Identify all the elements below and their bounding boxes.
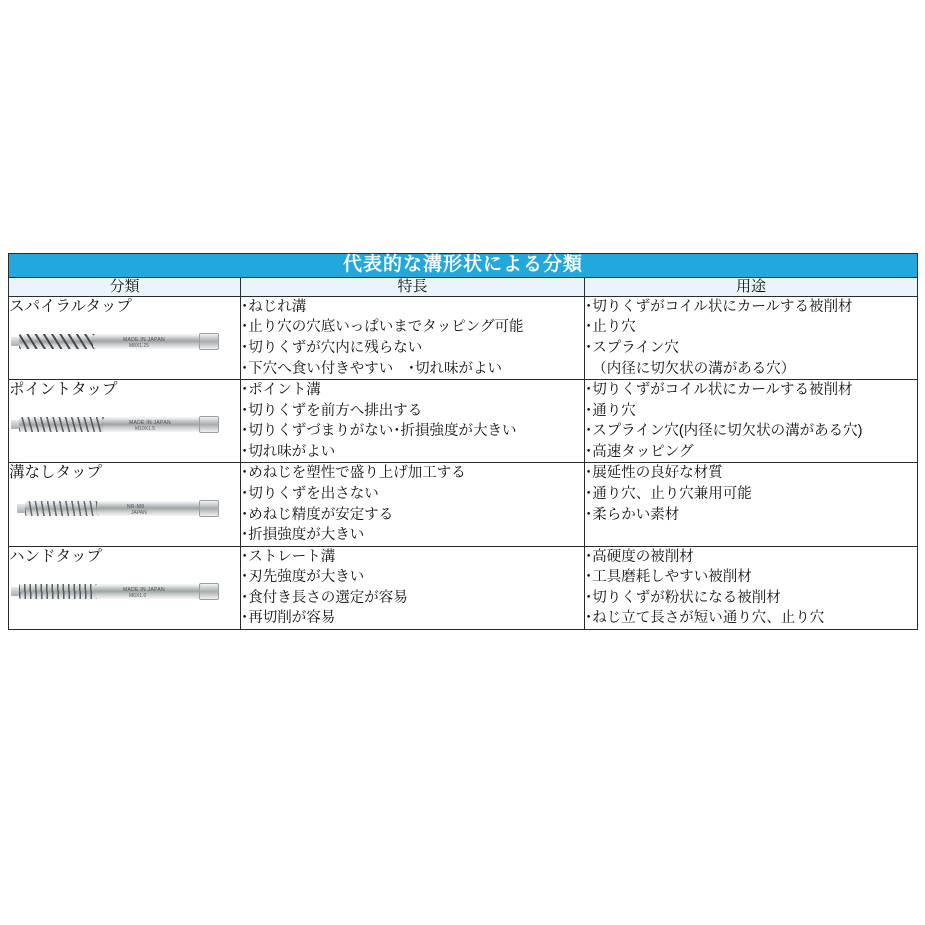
tool-mark-primary: NR-M8	[127, 503, 145, 510]
category-cell-point	[9, 380, 241, 463]
feature-item: ･ねじれ溝	[241, 298, 307, 315]
feature-item: ･切りくずを前方へ排出する	[241, 402, 423, 419]
category-label: スパイラルタップ	[9, 297, 132, 315]
category-label: 溝なしタップ	[9, 464, 103, 482]
feature-item: ･めねじ精度が安定する	[241, 506, 394, 523]
point-tap-photo	[9, 403, 231, 447]
table-row	[9, 380, 918, 463]
use-item: ･スプライン穴(内径に切欠状の溝がある穴)	[585, 423, 863, 440]
use-item: ･高速タッピング	[585, 443, 694, 460]
use-item: （内径に切欠状の溝がある穴）	[585, 360, 796, 377]
use-item: ･止り穴	[585, 319, 636, 336]
use-item: ･ねじ立て長さが短い通り穴、止り穴	[585, 610, 825, 627]
uses-cell-fluteless	[585, 463, 918, 546]
fluteless-tap-photo	[9, 487, 231, 531]
category-cell-fluteless	[9, 463, 241, 546]
uses-cell-point	[585, 380, 918, 463]
tool-mark-primary: MADE IN JAPAN	[123, 337, 165, 344]
column-header-uses: 用途	[585, 277, 918, 296]
table-header-row	[9, 277, 918, 296]
tool-mark-secondary: M6X1.0	[129, 593, 147, 600]
uses-cell-spiral	[585, 296, 918, 379]
use-item: ･切りくずがコイル状にカールする被削材	[585, 382, 853, 399]
classification-table	[8, 253, 918, 630]
feature-item: ･刃先強度が大きい	[241, 569, 365, 586]
use-item: ･柔らかい素材	[585, 506, 680, 523]
features-cell-hand	[241, 546, 585, 629]
features-cell-point	[241, 380, 585, 463]
feature-item: ･切れ味がよい	[241, 443, 336, 460]
tool-mark-secondary: JAPAN	[131, 509, 147, 516]
table-row	[9, 546, 918, 629]
column-header-features: 特長	[241, 277, 585, 296]
category-cell-hand	[9, 546, 241, 629]
feature-item: ･ストレート溝	[241, 548, 336, 565]
feature-item: ･食付き長さの選定が容易	[241, 589, 408, 606]
tool-mark-primary: MADE IN JAPAN	[123, 587, 165, 594]
table-title: 代表的な溝形状による分類	[9, 254, 918, 278]
category-cell-spiral	[9, 296, 241, 379]
table-row	[9, 296, 918, 379]
table-title-row	[9, 254, 918, 278]
feature-item: ･下穴へ食い付きやすい ･切れ味がよい	[241, 360, 502, 377]
feature-item: ･切りくずを出さない	[241, 486, 379, 502]
tool-mark-primary: MADE IN JAPAN	[129, 420, 171, 427]
category-label: ハンドタップ	[9, 547, 103, 565]
feature-item: ･ポイント溝	[241, 382, 321, 399]
features-cell-fluteless	[241, 463, 585, 546]
category-label: ポイントタップ	[9, 381, 118, 399]
hand-tap-photo	[9, 570, 231, 614]
use-item: ･スプライン穴	[585, 339, 679, 356]
uses-cell-hand	[585, 546, 918, 629]
feature-item: ･折損強度が大きい	[241, 527, 365, 544]
use-item: ･展延性の良好な材質	[585, 465, 723, 482]
spiral-tap-photo	[9, 320, 231, 364]
feature-item: ･切りくずづまりがない･折損強度が大きい	[241, 423, 517, 440]
column-header-category: 分類	[9, 277, 241, 296]
table-row	[9, 463, 918, 546]
use-item: ･通り穴	[585, 402, 636, 419]
classification-table-wrapper	[8, 253, 917, 630]
tool-mark-secondary: M8X1.25	[129, 343, 150, 350]
feature-item: ･切りくずが穴内に残らない	[241, 339, 423, 356]
feature-item: ･再切削が容易	[241, 610, 336, 627]
use-item: ･切りくずがコイル状にカールする被削材	[585, 298, 853, 315]
tool-mark-secondary: M10X1.5	[135, 426, 156, 433]
use-item: ･通り穴、止り穴兼用可能	[585, 486, 752, 502]
feature-item: ･止り穴の穴底いっぱいまでタッピング可能	[241, 319, 524, 336]
feature-item: ･めねじを塑性で盛り上げ加工する	[241, 465, 466, 482]
features-cell-spiral	[241, 296, 585, 379]
use-item: ･工具磨耗しやすい被削材	[585, 569, 752, 586]
use-item: ･切りくずが粉状になる被削材	[585, 589, 781, 606]
use-item: ･高硬度の被削材	[585, 548, 694, 565]
